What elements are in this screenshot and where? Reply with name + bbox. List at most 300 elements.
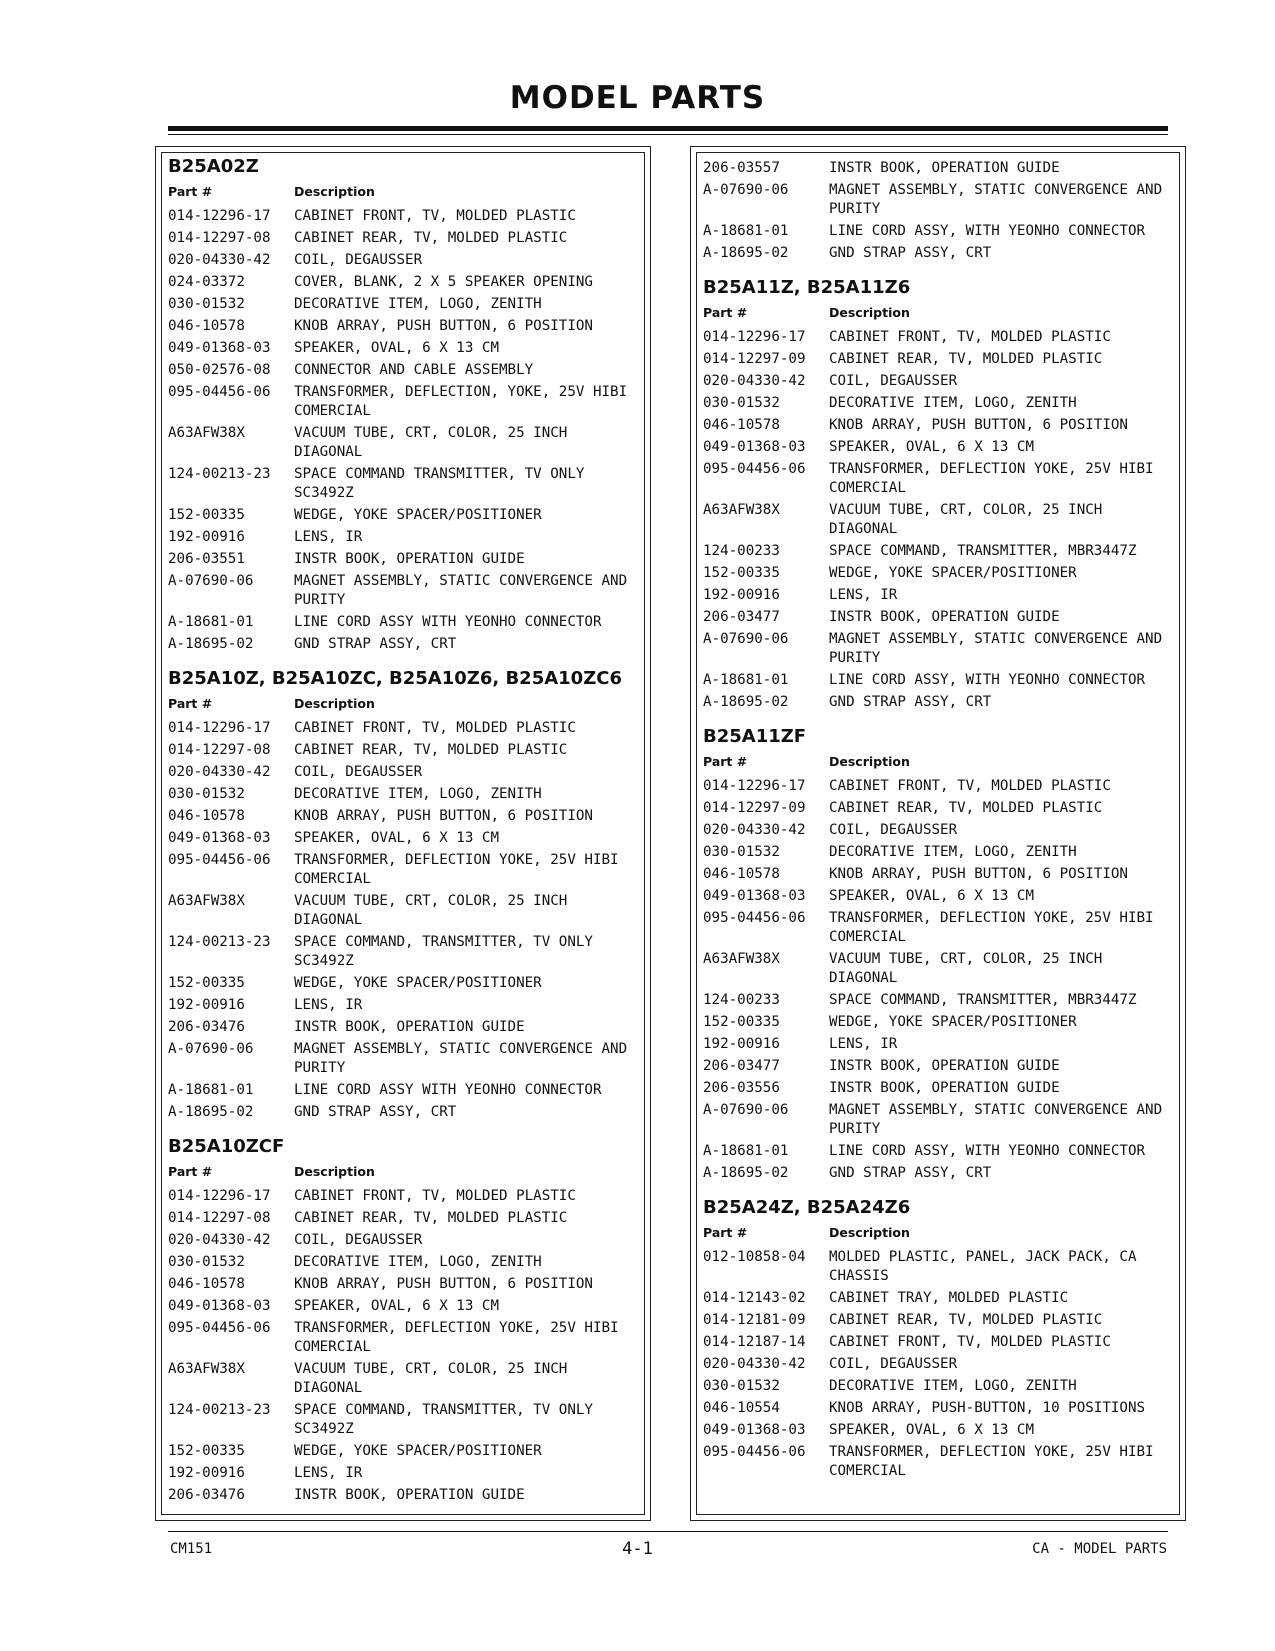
part-number: 014-12187-14	[703, 1334, 806, 1350]
part-description: LENS, IR	[294, 1465, 363, 1481]
part-number: A-18695-02	[703, 1165, 789, 1181]
part-description: CABINET REAR, TV, MOLDED PLASTIC	[294, 1210, 568, 1226]
part-description: WEDGE, YOKE SPACER/POSITIONER	[829, 1014, 1077, 1030]
part-number: 124-00213-23	[168, 1402, 271, 1418]
part-number: 095-04456-06	[168, 852, 271, 868]
part-number: 014-12297-08	[168, 1210, 271, 1226]
part-number: 014-12181-09	[703, 1312, 806, 1328]
part-number: 192-00916	[703, 587, 780, 603]
footer-page-number: 4-1	[622, 1539, 653, 1559]
column-header	[168, 183, 638, 201]
part-description: MAGNET ASSEMBLY, STATIC CONVERGENCE AND PURITY	[829, 182, 1163, 217]
model-section	[703, 1194, 1173, 1482]
table-row	[168, 739, 638, 761]
table-row	[703, 1331, 1173, 1353]
part-description: GND STRAP ASSY, CRT	[829, 245, 992, 261]
part-description: MAGNET ASSEMBLY, STATIC CONVERGENCE AND PURITY	[294, 573, 628, 608]
table-row	[703, 458, 1173, 499]
footer-section: CA - MODEL PARTS	[1032, 1541, 1167, 1557]
column-header	[168, 1163, 638, 1181]
part-number: A63AFW38X	[168, 425, 245, 441]
table-row	[703, 1055, 1173, 1077]
part-number: A-18681-01	[703, 223, 789, 239]
table-row	[168, 972, 638, 994]
part-description: TRANSFORMER, DEFLECTION YOKE, 25V HIBI COMERCIAL	[829, 461, 1154, 496]
part-description: LINE CORD ASSY, WITH YEONHO CONNECTOR	[829, 1143, 1146, 1159]
part-description: TRANSFORMER, DEFLECTION YOKE, 25V HIBI COMERCIAL	[294, 1320, 619, 1355]
table-row	[168, 994, 638, 1016]
table-row	[168, 337, 638, 359]
description-header: Description	[294, 696, 375, 711]
part-number: A-07690-06	[703, 182, 789, 198]
part-number: 152-00335	[168, 975, 245, 991]
part-description: INSTR BOOK, OPERATION GUIDE	[829, 1058, 1060, 1074]
part-number: 049-01368-03	[703, 888, 806, 904]
table-row	[703, 819, 1173, 841]
part-description: CABINET FRONT, TV, MOLDED PLASTIC	[829, 778, 1111, 794]
part-number: 046-10578	[703, 866, 780, 882]
column-header	[703, 1224, 1173, 1242]
part-description: CABINET REAR, TV, MOLDED PLASTIC	[829, 800, 1103, 816]
part-description: VACUUM TUBE, CRT, COLOR, 25 INCH DIAGONAL	[829, 951, 1103, 986]
description-header: Description	[294, 184, 375, 199]
part-number: 152-00335	[168, 1443, 245, 1459]
table-row	[168, 890, 638, 931]
part-number: 192-00916	[168, 529, 245, 545]
part-number: 050-02576-08	[168, 362, 271, 378]
part-description: SPEAKER, OVAL, 6 X 13 CM	[294, 1298, 499, 1314]
table-row	[168, 849, 638, 890]
table-row	[168, 293, 638, 315]
part-description: WEDGE, YOKE SPACER/POSITIONER	[294, 975, 542, 991]
part-description: SPACE COMMAND, TRANSMITTER, MBR3447Z	[829, 992, 1137, 1008]
part-description: TRANSFORMER, DEFLECTION YOKE, 25V HIBI COMERCIAL	[829, 1444, 1154, 1479]
part-number: 046-10554	[703, 1400, 780, 1416]
section-title: B25A10ZCF	[168, 1136, 285, 1157]
table-row	[168, 1295, 638, 1317]
part-description: SPACE COMMAND TRANSMITTER, TV ONLY SC3492Z	[294, 466, 585, 501]
part-number: 014-12296-17	[703, 329, 806, 345]
part-number: 206-03477	[703, 1058, 780, 1074]
table-row	[168, 1101, 638, 1123]
part-description: INSTR BOOK, OPERATION GUIDE	[294, 551, 525, 567]
part-description: SPEAKER, OVAL, 6 X 13 CM	[829, 1422, 1034, 1438]
title-rule-thin	[168, 134, 1168, 135]
part-number: 030-01532	[168, 786, 245, 802]
part-description: COIL, DEGAUSSER	[829, 822, 958, 838]
part-description: TRANSFORMER, DEFLECTION YOKE, 25V HIBI COMERCIAL	[829, 910, 1154, 945]
part-number: A-07690-06	[168, 1041, 254, 1057]
table-row	[168, 1484, 638, 1506]
part-number: 020-04330-42	[703, 822, 806, 838]
part-description: LENS, IR	[829, 1036, 898, 1052]
part-number: A63AFW38X	[703, 951, 780, 967]
table-row	[703, 989, 1173, 1011]
column-header	[703, 304, 1173, 322]
table-row	[168, 717, 638, 739]
table-row	[168, 1358, 638, 1399]
part-description: CABINET REAR, TV, MOLDED PLASTIC	[294, 230, 568, 246]
description-header: Description	[829, 1225, 910, 1240]
part-description: SPEAKER, OVAL, 6 X 13 CM	[829, 439, 1034, 455]
table-row	[703, 1077, 1173, 1099]
section-title: B25A11ZF	[703, 726, 807, 747]
model-section	[168, 1133, 638, 1506]
part-description: LINE CORD ASSY WITH YEONHO CONNECTOR	[294, 1082, 602, 1098]
table-row	[703, 392, 1173, 414]
part-description: INSTR BOOK, OPERATION GUIDE	[829, 160, 1060, 176]
table-row	[703, 1419, 1173, 1441]
part-description: SPACE COMMAND, TRANSMITTER, TV ONLY SC3492Z	[294, 1402, 593, 1437]
part-description: GND STRAP ASSY, CRT	[294, 636, 457, 652]
part-header: Part #	[703, 305, 748, 320]
part-number: 014-12297-08	[168, 230, 271, 246]
model-section	[168, 665, 638, 1123]
part-description: COIL, DEGAUSSER	[294, 1232, 423, 1248]
table-row	[703, 499, 1173, 540]
table-row	[703, 370, 1173, 392]
table-row	[703, 348, 1173, 370]
part-description: CABINET FRONT, TV, MOLDED PLASTIC	[829, 1334, 1111, 1350]
part-number: A63AFW38X	[168, 893, 245, 909]
part-number: 046-10578	[168, 1276, 245, 1292]
table-row	[703, 1162, 1173, 1184]
table-row	[168, 271, 638, 293]
part-number: A-18681-01	[168, 614, 254, 630]
part-number: 152-00335	[703, 565, 780, 581]
part-number: 020-04330-42	[168, 252, 271, 268]
right-column	[696, 152, 1180, 1515]
part-number: 124-00233	[703, 543, 780, 559]
part-number: 020-04330-42	[168, 1232, 271, 1248]
table-row	[168, 249, 638, 271]
part-description: VACUUM TUBE, CRT, COLOR, 25 INCH DIAGONAL	[294, 1361, 568, 1396]
footer-model: CM151	[170, 1541, 213, 1557]
part-number: 192-00916	[168, 997, 245, 1013]
part-number: 049-01368-03	[703, 439, 806, 455]
continued-section	[703, 153, 1173, 264]
part-number: 049-01368-03	[168, 1298, 271, 1314]
table-row	[168, 1273, 638, 1295]
table-row	[703, 1375, 1173, 1397]
table-row	[703, 414, 1173, 436]
part-number: 192-00916	[703, 1036, 780, 1052]
part-number: A-18681-01	[703, 1143, 789, 1159]
table-row	[703, 628, 1173, 669]
part-description: VACUUM TUBE, CRT, COLOR, 25 INCH DIAGONAL	[294, 893, 568, 928]
part-number: 046-10578	[168, 318, 245, 334]
table-row	[703, 841, 1173, 863]
part-number: 020-04330-42	[703, 1356, 806, 1372]
table-row	[168, 827, 638, 849]
part-description: TRANSFORMER, DEFLECTION, YOKE, 25V HIBI COMERCIAL	[294, 384, 628, 419]
table-row	[703, 1099, 1173, 1140]
table-row	[703, 326, 1173, 348]
table-row	[168, 359, 638, 381]
part-number: 095-04456-06	[703, 461, 806, 477]
description-header: Description	[294, 1164, 375, 1179]
section-title: B25A11Z, B25A11Z6	[703, 277, 911, 298]
model-section	[168, 153, 638, 655]
part-number: 124-00213-23	[168, 466, 271, 482]
part-header: Part #	[168, 184, 213, 199]
title-rule	[168, 126, 1168, 131]
part-number: 049-01368-03	[168, 830, 271, 846]
part-number: 046-10578	[168, 808, 245, 824]
part-description: INSTR BOOK, OPERATION GUIDE	[294, 1019, 525, 1035]
part-description: GND STRAP ASSY, CRT	[829, 694, 992, 710]
part-description: SPEAKER, OVAL, 6 X 13 CM	[294, 830, 499, 846]
part-description: COIL, DEGAUSSER	[294, 764, 423, 780]
part-number: 206-03476	[168, 1019, 245, 1035]
part-number: A-18681-01	[703, 672, 789, 688]
table-row	[168, 761, 638, 783]
table-row	[168, 1016, 638, 1038]
part-description: CABINET TRAY, MOLDED PLASTIC	[829, 1290, 1069, 1306]
part-description: COIL, DEGAUSSER	[829, 1356, 958, 1372]
table-row	[168, 463, 638, 504]
part-number: 152-00335	[703, 1014, 780, 1030]
part-header: Part #	[168, 1164, 213, 1179]
part-number: A-07690-06	[168, 573, 254, 589]
part-number: 030-01532	[703, 1378, 780, 1394]
table-row	[703, 242, 1173, 264]
part-description: COIL, DEGAUSSER	[294, 252, 423, 268]
part-description: CABINET FRONT, TV, MOLDED PLASTIC	[294, 1188, 576, 1204]
part-description: MAGNET ASSEMBLY, STATIC CONVERGENCE AND PURITY	[294, 1041, 628, 1076]
part-description: DECORATIVE ITEM, LOGO, ZENITH	[294, 1254, 542, 1270]
part-number: 012-10858-04	[703, 1249, 806, 1265]
table-row	[168, 526, 638, 548]
part-number: A-18695-02	[703, 245, 789, 261]
table-row	[168, 1399, 638, 1440]
table-row	[703, 1441, 1173, 1482]
part-number: 206-03556	[703, 1080, 780, 1096]
table-row	[703, 669, 1173, 691]
part-description: CABINET FRONT, TV, MOLDED PLASTIC	[829, 329, 1111, 345]
part-description: DECORATIVE ITEM, LOGO, ZENITH	[829, 395, 1077, 411]
right-column-frame	[690, 146, 1186, 1521]
model-section	[703, 723, 1173, 1184]
part-number: A-07690-06	[703, 1102, 789, 1118]
part-number: A-18695-02	[168, 636, 254, 652]
table-row	[703, 885, 1173, 907]
part-number: 030-01532	[703, 844, 780, 860]
table-row	[168, 315, 638, 337]
part-number: 024-03372	[168, 274, 245, 290]
table-row	[703, 1397, 1173, 1419]
part-description: CABINET FRONT, TV, MOLDED PLASTIC	[294, 720, 576, 736]
part-description: SPACE COMMAND, TRANSMITTER, MBR3447Z	[829, 543, 1137, 559]
table-row	[168, 633, 638, 655]
part-description: SPEAKER, OVAL, 6 X 13 CM	[294, 340, 499, 356]
table-row	[703, 797, 1173, 819]
part-description: LINE CORD ASSY, WITH YEONHO CONNECTOR	[829, 672, 1146, 688]
part-description: MOLDED PLASTIC, PANEL, JACK PACK, CA CHASSIS	[829, 1249, 1137, 1284]
page-title: MODEL PARTS	[509, 80, 766, 116]
part-number: 014-12297-09	[703, 351, 806, 367]
section-title: B25A24Z, B25A24Z6	[703, 1197, 911, 1218]
table-row	[168, 1229, 638, 1251]
part-number: 014-12143-02	[703, 1290, 806, 1306]
table-row	[168, 381, 638, 422]
part-number: 014-12296-17	[168, 208, 271, 224]
part-description: WEDGE, YOKE SPACER/POSITIONER	[829, 565, 1077, 581]
part-description: KNOB ARRAY, PUSH-BUTTON, 10 POSITIONS	[829, 1400, 1146, 1416]
left-column-frame	[155, 146, 651, 1521]
part-description: INSTR BOOK, OPERATION GUIDE	[829, 1080, 1060, 1096]
table-row	[168, 570, 638, 611]
column-header	[703, 753, 1173, 771]
part-number: A-18695-02	[703, 694, 789, 710]
table-row	[168, 1207, 638, 1229]
table-row	[168, 1185, 638, 1207]
part-description: INSTR BOOK, OPERATION GUIDE	[294, 1487, 525, 1503]
part-number: 124-00233	[703, 992, 780, 1008]
table-row	[703, 1353, 1173, 1375]
part-number: 014-12297-08	[168, 742, 271, 758]
part-number: A-18695-02	[168, 1104, 254, 1120]
part-description: COIL, DEGAUSSER	[829, 373, 958, 389]
table-row	[703, 775, 1173, 797]
part-number: 030-01532	[168, 1254, 245, 1270]
table-row	[703, 584, 1173, 606]
table-row	[168, 805, 638, 827]
part-number: A63AFW38X	[168, 1361, 245, 1377]
table-row	[703, 179, 1173, 220]
table-row	[703, 863, 1173, 885]
part-description: LENS, IR	[829, 587, 898, 603]
footer-rule	[168, 1531, 1168, 1532]
part-description: KNOB ARRAY, PUSH BUTTON, 6 POSITION	[294, 318, 593, 334]
part-description: SPACE COMMAND, TRANSMITTER, TV ONLY SC3492Z	[294, 934, 593, 969]
part-number: 124-00213-23	[168, 934, 271, 950]
part-number: 014-12297-09	[703, 800, 806, 816]
section-title: B25A02Z	[168, 156, 259, 177]
table-row	[168, 611, 638, 633]
part-description: WEDGE, YOKE SPACER/POSITIONER	[294, 1443, 542, 1459]
part-number: 192-00916	[168, 1465, 245, 1481]
table-row	[703, 562, 1173, 584]
part-description: INSTR BOOK, OPERATION GUIDE	[829, 609, 1060, 625]
table-row	[703, 606, 1173, 628]
section-title: B25A10Z, B25A10ZC, B25A10Z6, B25A10ZC6	[168, 668, 622, 689]
table-row	[703, 691, 1173, 713]
table-row	[168, 931, 638, 972]
part-description: CABINET FRONT, TV, MOLDED PLASTIC	[294, 208, 576, 224]
table-row	[168, 504, 638, 526]
table-row	[703, 157, 1173, 179]
part-description: MAGNET ASSEMBLY, STATIC CONVERGENCE AND PURITY	[829, 1102, 1163, 1137]
part-number: A-07690-06	[703, 631, 789, 647]
part-number: 049-01368-03	[168, 340, 271, 356]
table-row	[168, 1440, 638, 1462]
part-number: 014-12296-17	[168, 1188, 271, 1204]
part-number: 014-12296-17	[703, 778, 806, 794]
table-row	[703, 1309, 1173, 1331]
table-row	[168, 1079, 638, 1101]
table-row	[168, 422, 638, 463]
part-number: 030-01532	[168, 296, 245, 312]
left-column	[161, 152, 645, 1515]
part-description: COVER, BLANK, 2 X 5 SPEAKER OPENING	[294, 274, 593, 290]
part-number: 206-03477	[703, 609, 780, 625]
table-row	[703, 1011, 1173, 1033]
table-row	[168, 227, 638, 249]
part-description: LENS, IR	[294, 997, 363, 1013]
part-number: 206-03551	[168, 551, 245, 567]
part-description: VACUUM TUBE, CRT, COLOR, 25 INCH DIAGONAL	[294, 425, 568, 460]
table-row	[703, 436, 1173, 458]
table-row	[703, 1287, 1173, 1309]
part-description: WEDGE, YOKE SPACER/POSITIONER	[294, 507, 542, 523]
table-row	[703, 1140, 1173, 1162]
part-number: 095-04456-06	[168, 384, 271, 400]
table-row	[703, 220, 1173, 242]
part-description: LINE CORD ASSY WITH YEONHO CONNECTOR	[294, 614, 602, 630]
table-row	[168, 1038, 638, 1079]
part-header: Part #	[703, 1225, 748, 1240]
table-row	[168, 783, 638, 805]
table-row	[168, 1251, 638, 1273]
part-description: KNOB ARRAY, PUSH BUTTON, 6 POSITION	[294, 808, 593, 824]
part-description: DECORATIVE ITEM, LOGO, ZENITH	[294, 786, 542, 802]
part-description: DECORATIVE ITEM, LOGO, ZENITH	[829, 1378, 1077, 1394]
part-number: 030-01532	[703, 395, 780, 411]
part-description: GND STRAP ASSY, CRT	[829, 1165, 992, 1181]
table-row	[168, 1317, 638, 1358]
table-row	[703, 907, 1173, 948]
table-row	[703, 540, 1173, 562]
part-description: CONNECTOR AND CABLE ASSEMBLY	[294, 362, 534, 378]
part-number: A63AFW38X	[703, 502, 780, 518]
part-description: KNOB ARRAY, PUSH BUTTON, 6 POSITION	[294, 1276, 593, 1292]
part-description: LENS, IR	[294, 529, 363, 545]
table-row	[703, 1246, 1173, 1287]
table-row	[168, 1462, 638, 1484]
part-description: DECORATIVE ITEM, LOGO, ZENITH	[294, 296, 542, 312]
table-row	[168, 548, 638, 570]
table-row	[168, 205, 638, 227]
part-description: CABINET REAR, TV, MOLDED PLASTIC	[294, 742, 568, 758]
part-description: LINE CORD ASSY, WITH YEONHO CONNECTOR	[829, 223, 1146, 239]
part-description: VACUUM TUBE, CRT, COLOR, 25 INCH DIAGONAL	[829, 502, 1103, 537]
part-description: CABINET REAR, TV, MOLDED PLASTIC	[829, 351, 1103, 367]
part-number: 095-04456-06	[703, 1444, 806, 1460]
part-number: 020-04330-42	[703, 373, 806, 389]
table-row	[703, 1033, 1173, 1055]
part-description: MAGNET ASSEMBLY, STATIC CONVERGENCE AND PURITY	[829, 631, 1163, 666]
part-number: 152-00335	[168, 507, 245, 523]
part-number: 095-04456-06	[703, 910, 806, 926]
part-description: KNOB ARRAY, PUSH BUTTON, 6 POSITION	[829, 417, 1128, 433]
part-description: SPEAKER, OVAL, 6 X 13 CM	[829, 888, 1034, 904]
part-description: CABINET REAR, TV, MOLDED PLASTIC	[829, 1312, 1103, 1328]
part-number: 020-04330-42	[168, 764, 271, 780]
part-header: Part #	[703, 754, 748, 769]
column-header	[168, 695, 638, 713]
part-description: GND STRAP ASSY, CRT	[294, 1104, 457, 1120]
part-number: 046-10578	[703, 417, 780, 433]
part-description: TRANSFORMER, DEFLECTION YOKE, 25V HIBI COMERCIAL	[294, 852, 619, 887]
model-section	[703, 274, 1173, 713]
table-row	[703, 948, 1173, 989]
part-header: Part #	[168, 696, 213, 711]
part-number: 095-04456-06	[168, 1320, 271, 1336]
part-number: 206-03476	[168, 1487, 245, 1503]
part-number: 049-01368-03	[703, 1422, 806, 1438]
part-number: 014-12296-17	[168, 720, 271, 736]
